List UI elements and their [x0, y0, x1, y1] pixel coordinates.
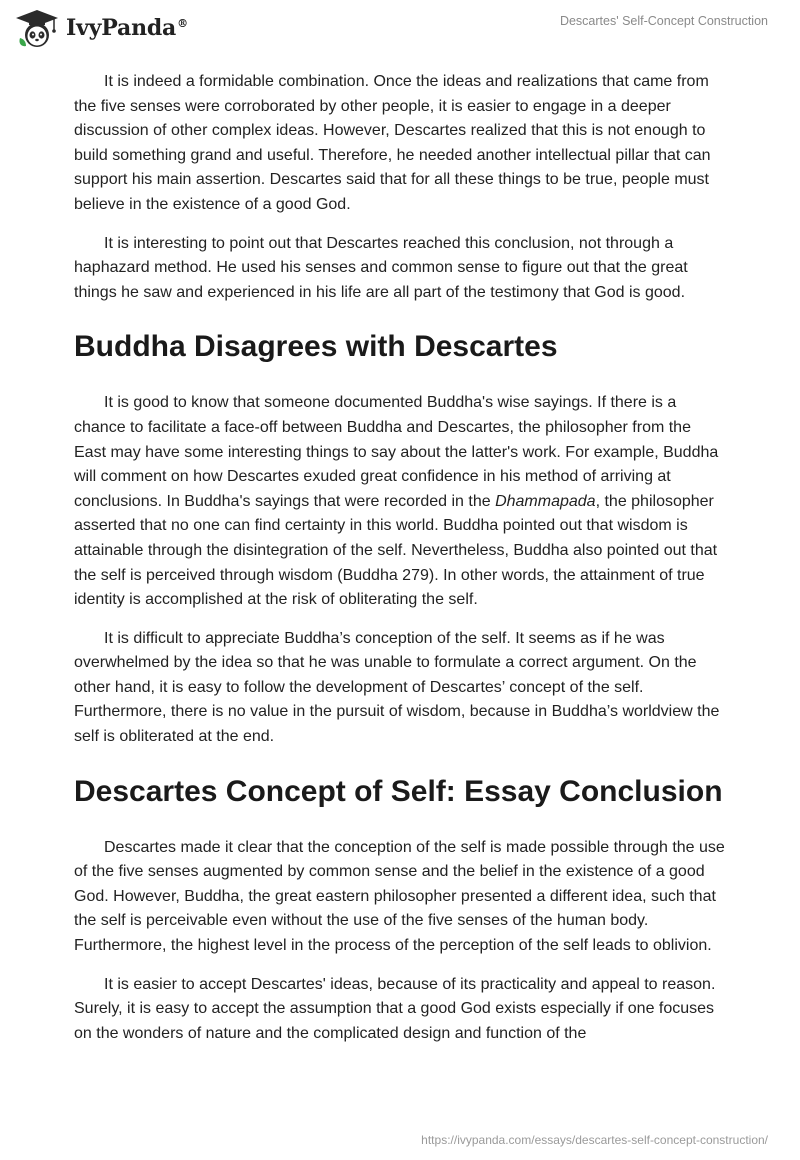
paragraph-5: Descartes made it clear that the conception of the self is made possible through the use of the five senses augmented by common sense and the belief in the existence of a good God. However, Buddha, the great eastern philosopher presented a different idea, such that the self is perceivable even without the use of the five senses of the human body. Furthermore, the highest level in the process of the perception of the self leads to oblivion.: [74, 838, 725, 955]
ivypanda-logo[interactable]: [14, 8, 188, 48]
dhammapada-title: Dhammapada: [495, 492, 596, 510]
registered-mark: ®: [177, 16, 188, 30]
footer-source-url[interactable]: https://ivypanda.com/essays/descartes-self-concept-construction/: [421, 1133, 768, 1147]
heading-essay-conclusion: Descartes Concept of Self: Essay Conclusion: [74, 774, 723, 808]
paragraph-2: It is interesting to point out that Descartes reached this conclusion, not through a haphazard method. He used his senses and common sense to figure out that the great things he saw and experienced in his life are all part of the testimony that God is good.: [74, 234, 688, 301]
paragraph-3-text-b: , the philosopher asserted that no one can find certainty in this world. Buddha pointed out that wisdom is attainable through the disintegration of the self. Nevertheless, Buddha also pointed out that the self is perceived through wisdom (Buddha 279). In other words, the attainment of true identity is accomplished at the risk of obliterating the self.: [74, 492, 718, 609]
logo-text: IvyPanda®: [66, 15, 188, 41]
panda-graduate-icon: [14, 8, 60, 48]
paragraph-1: It is indeed a formidable combination. Once the ideas and realizations that came from the five senses were corroborated by other people, it is easier to engage in a deeper discussion of other complex ideas. However, Descartes realized that this is not enough to build something grand and useful. Therefore, he needed another intellectual pillar that can support his main assertion. Descartes said that for all these things to be true, people must believe in the existence of a good God.: [74, 73, 711, 213]
page-header: [0, 0, 800, 60]
essay-body: [74, 70, 726, 1060]
paragraph-3-text-a: It is good to know that someone documented Buddha's wise sayings. If there is a chance to facilitate a face-off between Buddha and Descartes, the philosopher from the East may have some interesting things to say about the latter's work. For example, Buddha will comment on how Descartes exuded great confidence in his method of arriving at conclusions. In Buddha's sayings that were recorded in the: [74, 394, 719, 510]
document-title: Descartes' Self-Concept Construction: [559, 14, 768, 28]
paragraph-3: [74, 391, 726, 612]
paragraph-6: It is easier to accept Descartes' ideas, because of its practicality and appeal to reason. Surely, it is easy to accept the assumption that a good God exists especially if one focuses on the wonders of nature and the complicated design and function of the: [74, 975, 716, 1042]
paragraph-4: It is difficult to appreciate Buddha’s conception of the self. It seems as if he was overwhelmed by the idea so that he was unable to formulate a correct argument. On the other hand, it is easy to follow the development of Descartes’ concept of the self. Furthermore, there is no value in the pursuit of wisdom, because in Buddha’s worldview the self is obliterated at the end.: [74, 629, 720, 746]
heading-buddha-disagrees: Buddha Disagrees with Descartes: [74, 330, 558, 364]
